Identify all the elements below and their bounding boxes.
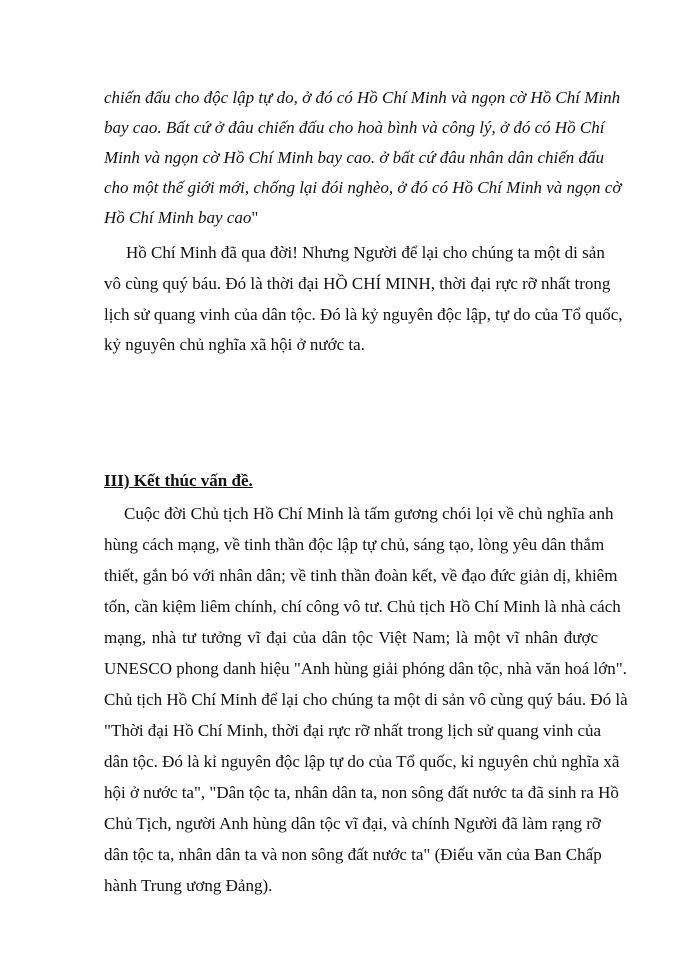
paragraph-line: dân tộc ta, nhân dân ta và non sông đất nước ta" (Điếu văn của Ban Chấp	[104, 845, 602, 864]
paragraph-line: hành Trung ương Đảng).	[104, 876, 273, 895]
paragraph-line: vô cùng quý báu. Đó là thời đại HỒ CHÍ MINH, thời đại rực rỡ nhất trong	[104, 274, 611, 293]
paragraph-line: dân tộc. Đó là kỉ nguyên độc lập tự do của Tổ quốc, kỉ nguyên chủ nghĩa xã	[104, 752, 620, 771]
quote-line: chiến đấu cho độc lập tự do, ở đó có Hồ Chí Minh và ngọn cờ Hồ Chí Minh	[104, 88, 621, 107]
paragraph-line: Hồ Chí Minh đã qua đời! Nhưng Người để lại cho chúng ta một di sản	[126, 243, 605, 262]
quote-line: bay cao. Bất cứ ở đâu chiến đấu cho hoà bình và công lý, ở đó có Hồ Chí	[104, 118, 605, 137]
paragraph-line: UNESCO phong danh hiệu "Anh hùng giải phóng dân tộc, nhà văn hoá lớn".	[104, 659, 627, 678]
paragraph-line: thiết, gắn bó với nhân dân; về tinh thần đoàn kết, về đạo đức giản dị, khiêm	[104, 566, 618, 585]
paragraph-line: mạng, nhà tư tưởng vĩ đại của dân tộc Việt Nam; là một vĩ nhân được	[104, 628, 598, 647]
paragraph-line: lịch sử quang vinh của dân tộc. Đó là kỷ nguyên độc lập, tự do của Tổ quốc,	[104, 305, 623, 324]
paragraph-line: "Thời đại Hồ Chí Minh, thời đại rực rỡ nhất trong lịch sử quang vinh của	[104, 721, 602, 740]
quote-line: cho một thế giới mới, chống lại đói nghèo, ở đó có Hồ Chí Minh và ngọn cờ	[104, 178, 622, 197]
paragraph-line: kỷ nguyên chủ nghĩa xã hội ở nước ta.	[104, 335, 365, 354]
paragraph-line: hội ở nước ta", "Dân tộc ta, nhân dân ta, non sông đất nước ta đã sinh ra Hồ	[104, 783, 619, 802]
quote-text: Hồ Chí Minh bay cao	[104, 208, 252, 227]
quote-closing-mark: "	[251, 208, 259, 227]
paragraph-line: Chủ Tịch, người Anh hùng dân tộc vĩ đại, và chính Người đã làm rạng rỡ	[104, 814, 601, 833]
quote-line-last	[104, 208, 258, 228]
paragraph-line: Cuộc đời Chủ tịch Hồ Chí Minh là tấm gương chói lọi về chủ nghĩa anh	[124, 504, 614, 523]
quote-line: Minh và ngọn cờ Hồ Chí Minh bay cao. ở bất cứ đâu nhân dân chiến đấu	[104, 148, 605, 167]
paragraph-line: Chủ tịch Hồ Chí Minh để lại cho chúng ta một di sản vô cùng quý báu. Đó là	[104, 690, 628, 709]
section-heading: III) Kết thúc vấn đề.	[104, 471, 253, 490]
paragraph-line: tốn, cần kiệm liêm chính, chí công vô tư. Chủ tịch Hồ Chí Minh là nhà cách	[104, 597, 621, 616]
paragraph-line: hùng cách mạng, về tinh thần độc lập tự chủ, sáng tạo, lòng yêu dân thắm	[104, 535, 605, 554]
